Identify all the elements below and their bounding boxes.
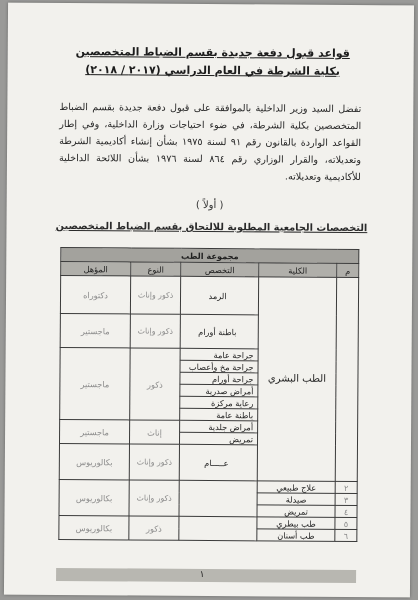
qualification-cell: بكالوريوس: [59, 479, 129, 515]
table-row: [59, 479, 357, 493]
specialty-cell: جراحة مخ وأعصاب: [180, 360, 258, 373]
row-number: ٣: [335, 493, 357, 505]
specialty-cell: تمريض: [180, 432, 258, 445]
college-cell: طب بيطري: [257, 517, 335, 530]
specialty-cell: جراحة عامة: [180, 348, 258, 361]
intro-paragraph: تفضل السيد وزير الداخلية بالموافقة على قبول دفعة جديدة بقسم الضباط المتخصصين بكلية الشرطة، في ضوء احتياجات وزارة الداخلية، وفي إطار القواعد الواردة بالقانون رقم ٩١ لسنة ١٩٧٥ بشأن إنشاء أكاديمية الشرطة وتعديلاته، والقرار الوزاري رقم ٨٦٤ لسنة ١٩٧٦ بشأن اللائحة الداخلية للأكاديمية وتعديلاته.: [58, 101, 362, 184]
gender-cell: إناث: [130, 420, 180, 444]
specialty-cell: الرمد: [180, 276, 258, 315]
section-label: ( أولاً ): [195, 199, 224, 212]
qualification-cell: دكتوراه: [60, 275, 130, 313]
row-number-1: [335, 277, 358, 481]
title-line-1: قواعد قبول دفعة جديدة بقسم الضباط المتخصصين: [75, 45, 350, 60]
table-row: [59, 515, 357, 529]
specialty-cell-empty: [179, 516, 257, 541]
page-number: ١: [199, 569, 205, 580]
specialties-table: [58, 247, 359, 542]
qualification-cell: بكالوريوس: [59, 515, 129, 539]
qualification-cell: ماجستير: [60, 313, 130, 347]
header-qualification: المؤهل: [61, 261, 131, 275]
row-number: ٢: [335, 481, 357, 493]
group-header: مجموعة الطب: [61, 247, 359, 263]
qualification-cell: ماجستير: [60, 347, 131, 419]
header-gender: النوع: [131, 262, 181, 276]
gender-cell: ذكور وإناث: [130, 276, 180, 314]
college-medicine: الطب البشري: [257, 277, 336, 482]
specialty-cell: أمراض جلدية: [180, 420, 258, 433]
college-cell: علاج طبيعي: [257, 481, 335, 494]
qualification-cell: ماجستير: [59, 419, 129, 443]
gender-cell: ذكور: [130, 348, 181, 420]
college-cell: تمريض: [257, 505, 335, 518]
specialty-cell-empty: [179, 480, 257, 517]
specialty-cell: أمراض صدرية: [180, 384, 258, 397]
header-num: م: [337, 263, 359, 277]
specialty-cell: عـــــام: [179, 444, 257, 481]
specialty-cell: جراحة أورام: [180, 372, 258, 385]
qualification-cell: بكالوريوس: [59, 443, 129, 479]
specialty-cell: رعاية مركزة: [180, 396, 258, 409]
row-number: ٥: [335, 517, 357, 529]
specialty-cell: باطنة عامة: [180, 408, 258, 421]
college-cell: صيدلة: [257, 493, 335, 506]
document-page: [4, 3, 414, 598]
gender-cell: ذكور وإناث: [129, 444, 179, 480]
header-college: الكلية: [259, 263, 337, 278]
section-title: التخصصات الجامعية المطلوبة للالتحاق بقسم الضباط المتخصصين: [55, 220, 368, 235]
row-number: ٦: [335, 529, 357, 541]
document-title: [68, 43, 358, 81]
header-specialty: التخصص: [181, 262, 259, 277]
gender-cell: ذكور: [129, 516, 179, 540]
specialty-cell: باطنة أورام: [180, 314, 258, 349]
row-number: ٤: [335, 505, 357, 517]
gender-cell: ذكور وإناث: [130, 314, 180, 348]
gender-cell: ذكور وإناث: [129, 480, 179, 516]
college-cell: طب أسنان: [257, 529, 335, 542]
table-row: [60, 275, 358, 315]
title-line-2: بكلية الشرطة في العام الدراسي (٢٠١٧ / ٢٠١٨): [85, 63, 340, 78]
